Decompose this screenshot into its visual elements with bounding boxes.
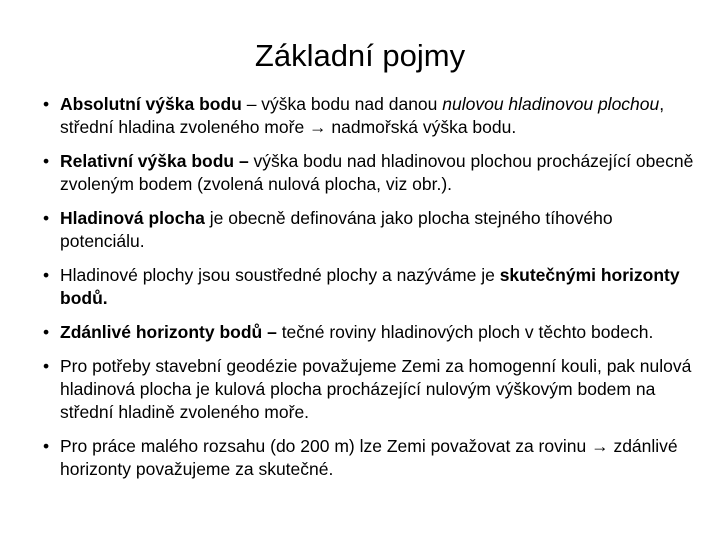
- bullet-marker: •: [43, 208, 50, 228]
- bullet-marker: •: [43, 436, 50, 456]
- bullet-marker: •: [43, 94, 50, 114]
- bullet-marker: •: [43, 322, 50, 342]
- bullet-text: – výška bodu nad danou: [241, 94, 443, 114]
- bullet-homogeneous-sphere: [40, 355, 700, 424]
- slide-title: Základní pojmy: [254, 38, 466, 73]
- bullet-text: tečné roviny hladinových ploch v těchto bodech.: [281, 322, 654, 342]
- bullet-text: Pro potřeby stavební geodézie považujeme Zemi za homogenní kouli, pak nulová hladinová plocha je kulová plocha procházející nulovým výškovým bodem na střední hladině zvoleného moře.: [60, 356, 692, 422]
- bullet-relative-height: [40, 150, 700, 196]
- term-zero-level-surface: nulovou hladinovou plochou: [442, 94, 660, 114]
- bullet-absolute-height: [40, 93, 700, 139]
- bullet-marker: •: [43, 356, 50, 376]
- bullet-text: , střední hladina zvoleného moře → nadmořská výška bodu.: [60, 94, 665, 137]
- bullet-apparent-horizons: [40, 321, 700, 344]
- bullet-text: je obecně definována jako plocha stejného tíhového potenciálu.: [60, 208, 613, 251]
- term-level-surface: Hladinová plocha: [60, 208, 205, 228]
- bullet-true-horizons: [40, 264, 700, 310]
- bullet-level-surface: [40, 207, 700, 253]
- bullet-small-scale-work: [40, 435, 700, 481]
- bullet-list: [40, 93, 700, 491]
- bullet-text: výška bodu nad hladinovou plochou procházející obecně zvoleným bodem (zvolená nulová plocha, viz obr.).: [60, 151, 694, 194]
- term-true-horizons: skutečnými horizonty bodů.: [60, 265, 680, 308]
- term-apparent-horizons: Zdánlivé horizonty bodů –: [60, 322, 282, 342]
- bullet-text: Pro práce malého rozsahu (do 200 m) lze Zemi považovat za rovinu → zdánlivé horizonty považujeme za skutečné.: [60, 436, 688, 479]
- bullet-marker: •: [43, 151, 50, 171]
- term-relative-height: Relativní výška bodu –: [60, 151, 254, 171]
- bullet-text: Hladinové plochy jsou soustředné plochy a nazýváme je: [60, 265, 500, 285]
- bullet-marker: •: [43, 265, 50, 285]
- term-absolute-height: Absolutní výška bodu: [60, 94, 242, 114]
